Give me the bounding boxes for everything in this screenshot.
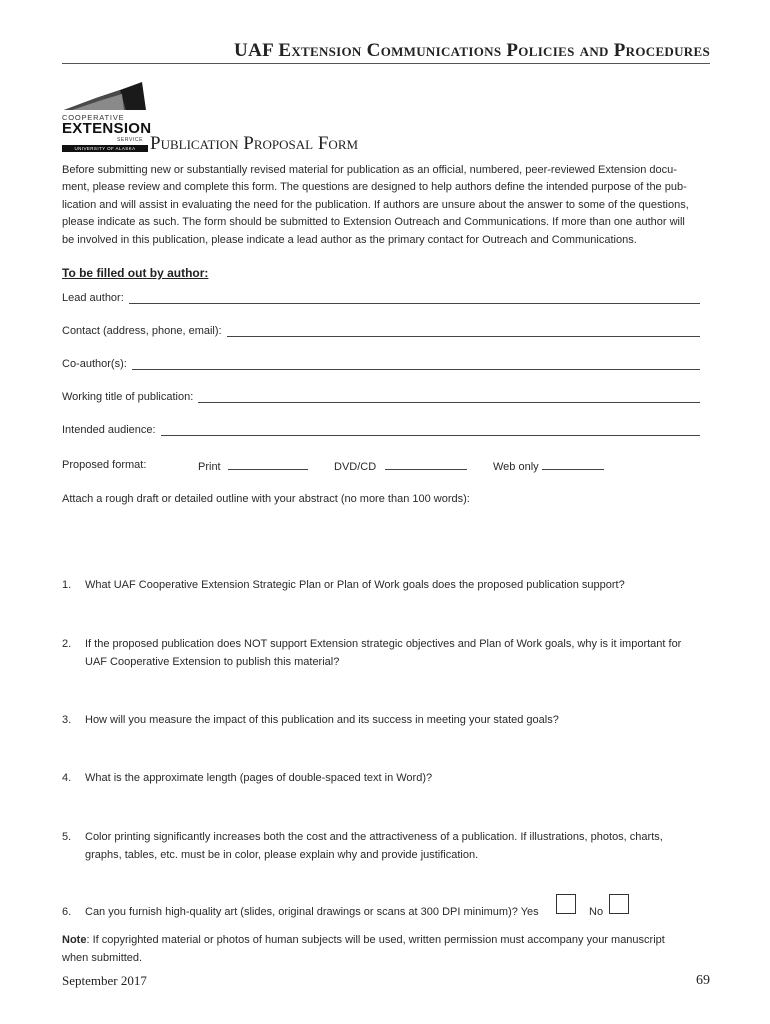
lead-author-field[interactable] xyxy=(62,292,700,304)
question-number: 5. xyxy=(62,831,72,843)
logo-mountain-icon xyxy=(62,80,150,114)
question-text: What UAF Cooperative Extension Strategic Plan or Plan of Work goals does the proposed publication support? xyxy=(85,579,625,591)
question-2 xyxy=(62,635,712,671)
format-dvd-label: DVD/CD xyxy=(334,461,377,473)
coauthors-label: Co-author(s): xyxy=(62,358,127,370)
logo-line1: COOPERATIVE xyxy=(62,113,125,122)
no-label: No xyxy=(589,906,604,918)
working-title-line[interactable] xyxy=(198,392,700,403)
audience-line[interactable] xyxy=(161,425,700,436)
question-number: 2. xyxy=(62,638,72,650)
question-text: Can you furnish high-quality art (slides, original drawings or scans at 300 DPI minimum)? Yes xyxy=(85,906,539,918)
no-checkbox[interactable] xyxy=(609,894,629,914)
question-text: How will you measure the impact of this publication and its success in meeting your stated goals? xyxy=(85,714,559,726)
lead-author-line[interactable] xyxy=(129,293,700,304)
contact-field[interactable] xyxy=(62,325,700,337)
question-text: If the proposed publication does NOT support Extension strategic objectives and Plan of Work goals, why is it important for xyxy=(85,638,682,650)
question-text: Color printing significantly increases both the cost and the attractiveness of a publication. If illustrations, photos, charts, xyxy=(85,831,663,843)
intro-paragraph xyxy=(62,162,710,249)
question-text: graphs, tables, etc. must be in color, please explain why and provide justification. xyxy=(85,849,479,861)
format-web-label: Web only xyxy=(493,461,539,473)
intro-line: Before submitting new or substantially revised material for publication as an official, numbered, peer-reviewed Extension docu- xyxy=(62,164,677,176)
attach-instructions: Attach a rough draft or detailed outline with your abstract (no more than 100 words): xyxy=(62,493,470,505)
intro-line: be involved in this publication, please indicate a lead author as the primary contact for Outreach and Communications. xyxy=(62,233,637,246)
question-text: UAF Cooperative Extension to publish this material? xyxy=(85,656,340,668)
question-number: 4. xyxy=(62,772,72,784)
question-number: 1. xyxy=(62,579,72,591)
audience-field[interactable] xyxy=(62,424,700,436)
question-number: 6. xyxy=(62,906,72,918)
format-web-line[interactable] xyxy=(542,459,604,470)
question-number: 3. xyxy=(62,714,72,726)
question-4 xyxy=(62,769,712,787)
question-1 xyxy=(62,576,712,594)
intro-line: please indicate as such. The form should be submitted to Extension Outreach and Communications. If more than one author will xyxy=(62,216,685,229)
format-print[interactable] xyxy=(198,459,308,473)
page-number: 69 xyxy=(696,973,710,988)
coauthors-field[interactable] xyxy=(62,358,700,370)
logo-line3: SERVICE xyxy=(117,137,144,143)
footer-date: September 2017 xyxy=(62,973,147,988)
intro-line: lication and will assist in evaluating the need for the publication. If authors are unsure about the answer to some of the questions, xyxy=(62,198,689,211)
logo-line2: EXTENSION xyxy=(62,120,152,137)
format-label: Proposed format: xyxy=(62,459,147,471)
section-heading: To be filled out by author: xyxy=(62,266,209,280)
contact-label: Contact (address, phone, email): xyxy=(62,325,222,337)
question-5 xyxy=(62,828,712,864)
contact-line[interactable] xyxy=(227,326,700,337)
question-3 xyxy=(62,711,712,729)
working-title-label: Working title of publication: xyxy=(62,391,194,403)
logo-bar: UNIVERSITY OF ALASKA FAIRBANKS xyxy=(62,145,148,152)
note-text: : If copyrighted material or photos of human subjects will be used, written permission must accompany your manuscript xyxy=(86,934,665,946)
format-print-line[interactable] xyxy=(228,459,308,470)
question-text: What is the approximate length (pages of double-spaced text in Word)? xyxy=(85,772,433,784)
format-dvd[interactable] xyxy=(334,459,467,473)
note-text-continued: when submitted. xyxy=(62,952,143,964)
cooperative-extension-logo xyxy=(62,80,152,158)
lead-author-label: Lead author: xyxy=(62,292,124,304)
header-rule xyxy=(62,63,710,64)
format-print-label: Print xyxy=(198,461,221,473)
audience-label: Intended audience: xyxy=(62,424,156,436)
coauthors-line[interactable] xyxy=(132,359,700,370)
form-title: Publication Proposal Form xyxy=(150,133,359,154)
format-web[interactable] xyxy=(493,459,604,473)
note-label: Note xyxy=(62,934,87,946)
page-header-title: UAF Extension Communications Policies and Procedures xyxy=(234,40,710,61)
intro-line: ment, please review and complete this form. The questions are designed to help authors define the intended purpose of the pub- xyxy=(62,181,687,194)
format-dvd-line[interactable] xyxy=(385,459,467,470)
yes-checkbox[interactable] xyxy=(556,894,576,914)
working-title-field[interactable] xyxy=(62,391,700,403)
note-paragraph xyxy=(62,931,712,967)
